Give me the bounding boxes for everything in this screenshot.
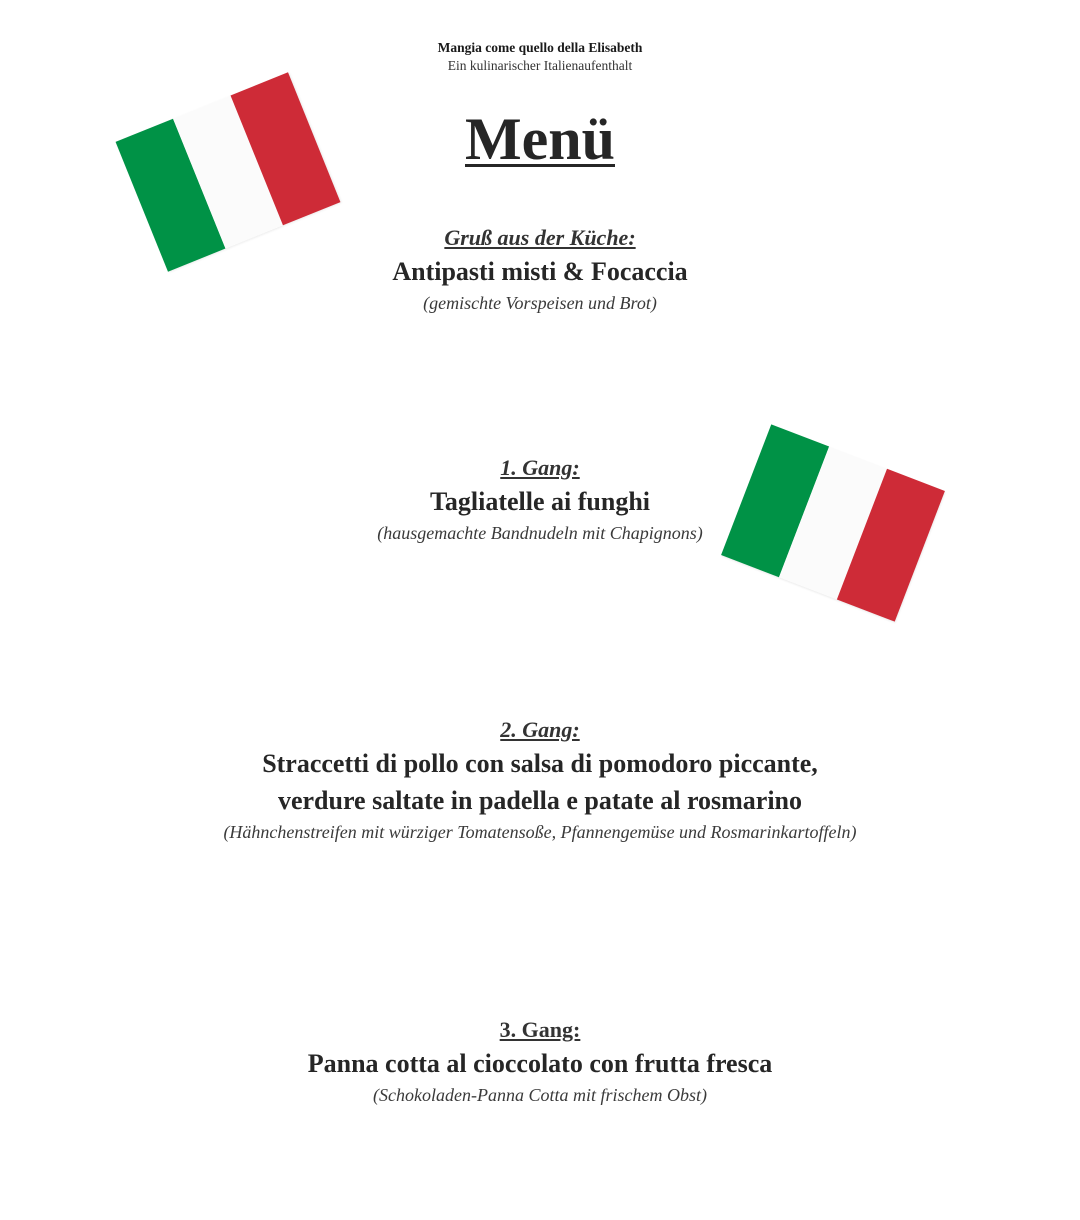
course-label: Gruß aus der Küche: [444,225,636,250]
dish-translation: (gemischte Vorspeisen und Brot) [423,293,657,313]
course-3 [0,1015,1080,1108]
dish-name: Tagliatelle ai funghi [429,487,651,516]
course-label: 3. Gang: [499,1017,581,1042]
dish-name: Antipasti misti & Focaccia [392,257,688,286]
course-2 [0,715,1080,845]
event-title: Mangia come quello della Elisabeth [437,40,643,55]
document-header [0,39,1080,74]
course-greeting [0,223,1080,316]
dish-translation: (hausgemachte Bandnudeln mit Chapignons) [377,523,703,543]
dish-name: Panna cotta al cioccolato con frutta fresca [307,1049,773,1078]
course-label: 2. Gang: [500,717,580,742]
dish-name-line: verdure saltate in padella e patate al rosmarino [277,786,803,815]
dish-name-line: Straccetti di pollo con salsa di pomodoro piccante, [262,749,818,778]
course-label: 1. Gang: [500,455,580,480]
event-subtitle: Ein kulinarischer Italienaufenthalt [447,58,633,73]
dish-translation: (Schokoladen-Panna Cotta mit frischem Obst) [373,1085,707,1105]
menu-title: Menü [465,106,615,172]
dish-translation: (Hähnchenstreifen mit würziger Tomatensoße, Pfannengemüse und Rosmarinkartoffeln) [223,822,857,842]
